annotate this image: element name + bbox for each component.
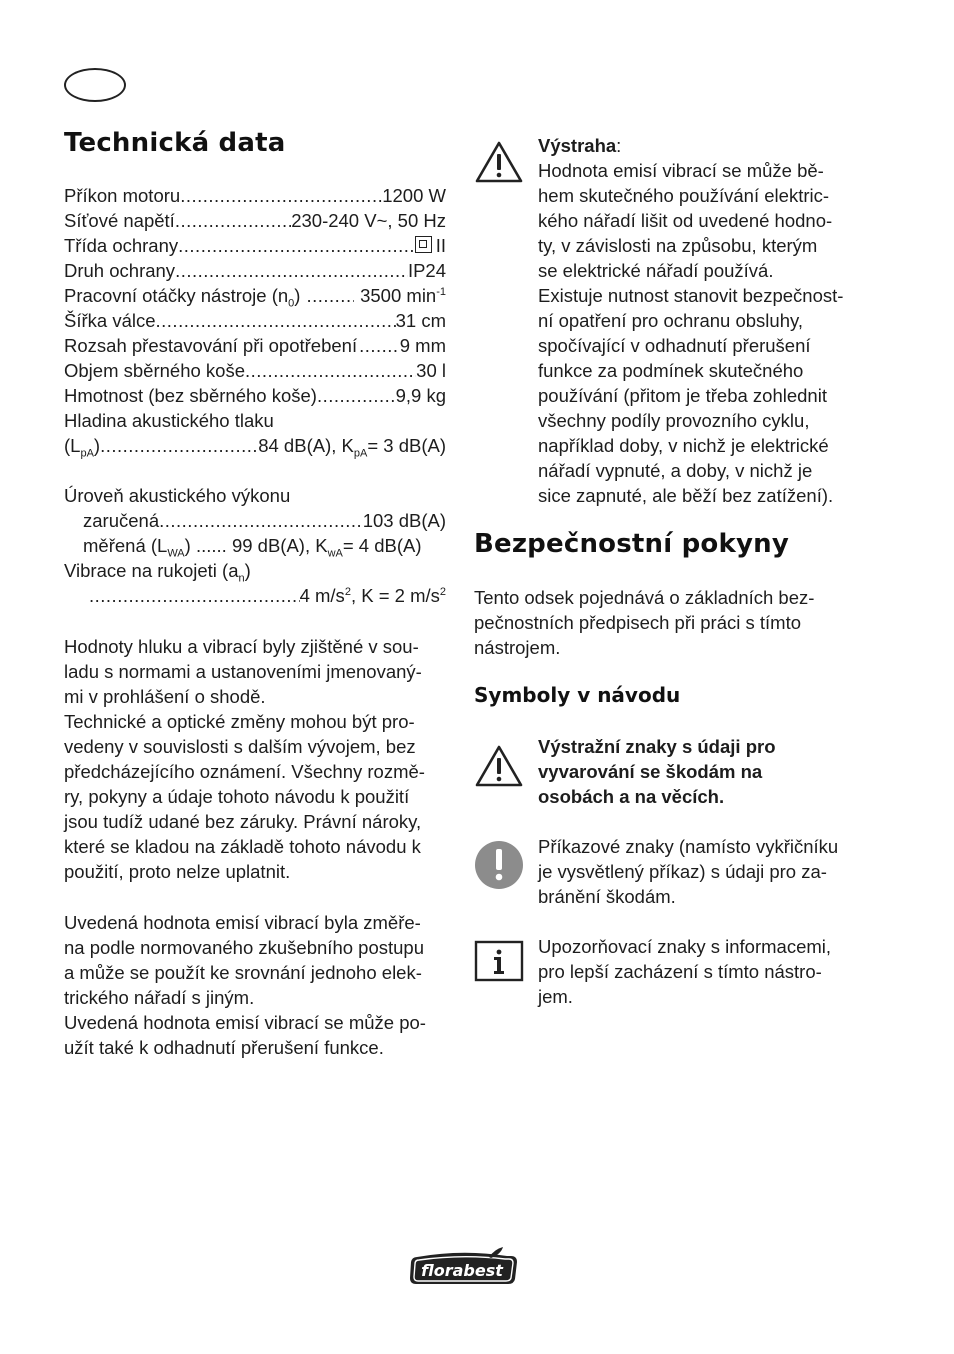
spec-row-sound-power-guaranteed: zaručená ..... 103 dB(A): [64, 508, 446, 533]
warning-triangle-icon: [474, 140, 524, 184]
spec-row-vibration: ..... 4 $m/s^2$, K = 2 $m/s^2$: [64, 583, 446, 608]
safety-instructions-title: Bezpečnostní pokyny: [474, 529, 789, 559]
warning-symbol-description: Výstražní znaky s údaji pro vyvarování se škodám na osobách a na věcích.: [538, 736, 776, 807]
spec-row-power: Příkon motoru ..... 1200 W: [64, 183, 446, 208]
noise-vibration-paragraph: Hodnoty hluku a vibrací byly zjištěné v sou- ladu s normami a ustanoveními jmenovaný- mi v prohlášení o shodě. Technické a optické změny mohou být pro- vedeny v souvislosti s dalším vývojem, bez předcházejícího oznámení. Všechny rozmě- ry, pokyny a údaje tohoto návodu k použití jsou tudíž udané bez záruky. Právní nároky, které se kladou na základě tohoto návodu k použití, proto nelze uplatnit.: [64, 636, 425, 882]
spec-row-roller-width: Šířka válce ..... 31 cm: [64, 308, 446, 333]
spec-row-vibration-label: Vibrace na rukojeti $(a_n)$: [64, 560, 251, 585]
spec-row-weight: Hmotnost (bez sběrného koše) ..... 9,9 kg: [64, 383, 446, 408]
language-marker-oval: [64, 68, 126, 102]
info-symbol-description: Upozorňovací znaky s informacemi, pro lepší zacházení s tímto nástro- jem.: [538, 936, 832, 1007]
vibration-emission-paragraph: Uvedená hodnota emisí vibrací byla změře- na podle normovaného zkušebního postupu a může se použít ke srovnání jednoho elek- trického nářadí s jiným. Uvedená hodnota emisí vibrací se může po- užít také k odhadnutí přerušení funkce.: [64, 912, 426, 1058]
safety-intro-paragraph: Tento odsek pojednává o základních bez- pečnostních předpisech při práci s tímto nástrojem.: [474, 587, 815, 658]
technical-data-title: Technická data: [64, 128, 286, 158]
double-insulation-icon: [415, 236, 432, 253]
spec-row-protection-class: Třída ochrany ..... II: [64, 233, 446, 258]
spec-row-sound-power-measured: měřená $(L_{WA})$ ...... 99 dB(A), $K_{wA}= 4$ dB(A): [83, 535, 422, 560]
command-exclamation-icon: [474, 840, 524, 890]
spec-row-speed: Pracovní otáčky nástroje $(n_0)$ ..... 3500 $\min^{-1}$: [64, 283, 446, 308]
spec-row-sound-pressure: $(L_{pA})$ ..... 84 dB(A), $K_{pA}= 3$ dB(A): [64, 433, 446, 458]
spec-row-wear-adjustment: Rozsah přestavování při opotřebení ..... 9 mm: [64, 333, 446, 358]
warning-triangle-icon: [474, 744, 524, 788]
vibration-warning-block: Výstraha: Hodnota emisí vibrací se může bě- hem skutečného používání elektric- kého nářadí lišit od uvedené hodno- ty, v závislosti na způsobu, kterým se elektrické nářadí používá. Existuje nutnost stanovit bezpečnost- ní opatření pro ochranu obsluhy, spočívající v odhadnutí přerušení funkce za podmínek skutečného používání (přitom je třeba zohlednit všechny podíly provozního cyklu, například doby, v nichž je elektrické nářadí vypnuté, a doby, v nichž je sice zapnuté, ale běží bez zatížení).: [538, 135, 844, 506]
spec-row-sound-power-label: Úroveň akustického výkonu: [64, 485, 291, 506]
spec-row-voltage: Síťové napětí ..... 230-240 V~, 50 Hz: [64, 208, 446, 233]
svg-text:florabest: florabest: [421, 1261, 503, 1280]
info-icon: [474, 940, 524, 982]
florabest-logo: [407, 1247, 517, 1287]
symbols-title: Symboly v návodu: [474, 683, 681, 707]
spec-row-protection-type: Druh ochrany ..... IP24: [64, 258, 446, 283]
command-symbol-description: Příkazové znaky (namísto vykřičníku je vysvětlený příkaz) s údaji pro za- bránění škodám.: [538, 836, 839, 907]
spec-row-bag-volume: Objem sběrného koše ..... 30 l: [64, 358, 446, 383]
spec-list: [64, 183, 448, 608]
spec-row-sound-pressure-label: Hladina akustického tlaku: [64, 410, 274, 431]
warning-label: Výstraha: [538, 135, 617, 156]
